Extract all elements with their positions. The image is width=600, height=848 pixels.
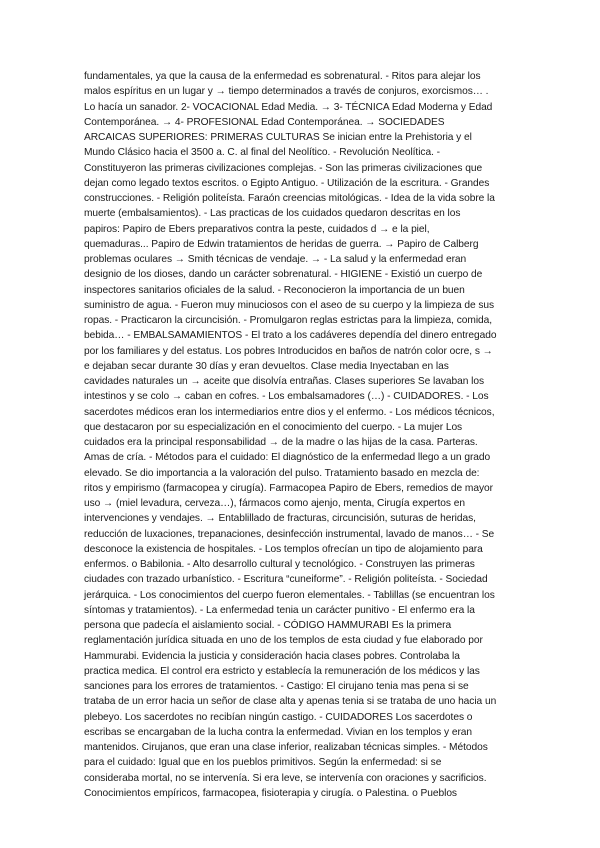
text-line: Hammurabi. Evidencia la justicia y consideración hacia clases pobres. Controlaba la [84, 650, 460, 662]
text-line: jerárquica. - Los conocimientos del cuerpo fueron elementales. - Tablillas (se encuentran los [84, 589, 495, 601]
text-line: Contemporánea. → 4- PROFESIONAL Edad Contemporánea. → SOCIEDADES [84, 116, 445, 128]
text-line: dejan como legado textos escritos. o Egipto Antiguo. - Utilización de la escritura. - Grandes [84, 177, 490, 189]
text-line: síntomas y tratamientos). - La enfermedad tenia un carácter punitivo - El enfermo era la [84, 604, 475, 616]
text-line: desconoce la existencia de hospitales. - Los templos ofrecían un tipo de alojamiento para [84, 543, 483, 555]
text-line: ropas. - Practicaron la circuncisión. - Promulgaron reglas estrictas para la limpieza, comida, [84, 315, 493, 326]
text-line: papiros: Papiro de Ebers preparativos contra la peste, cuidados d → e la piel, [84, 223, 430, 235]
text-line: malos espíritus en un lugar y → tiempo determinados a través de conjuros, exorcismos… . [84, 86, 489, 98]
body-text [84, 69, 524, 801]
text-line: intervenciones y vendajes. → Entablillado de fracturas, circuncisión, suturas de heridas, [84, 513, 476, 525]
text-line: enfermos. o Babilonia. - Alto desarrollo cultural y tecnológico. - Construyen las primeras [84, 559, 475, 570]
text-line: consideraba mortal, no se intervenía. Si era leve, se intervenía con oraciones y sacrificios. [84, 772, 487, 784]
text-line: Amas de cría. - Métodos para el cuidado: El diagnóstico de la enfermedad llego a un grado [84, 452, 491, 464]
text-line: Lo hacía un sanador. 2- VOCACIONAL Edad Media. → 3- TÉCNICA Edad Moderna y Edad [84, 101, 493, 113]
text-line: elevado. Se dio importancia a la valoración del pulso. Tratamiento basado en mezcla de: [84, 467, 480, 479]
text-line: uso → (miel levadura, cerveza…), fármacos como ajenjo, menta, Cirugía expertos en [84, 498, 465, 509]
text-line: escribas se encargaban de la lucha contra la enfermedad. Vivian en los templos y eran [84, 726, 473, 738]
text-line: para el cuidado: Igual que en los pueblos primitivos. Según la enfermedad: si se [84, 757, 442, 769]
text-line: sanciones para los errores de tratamientos. - Castigo: El cirujano tenia mas pena si se [84, 681, 469, 692]
text-line: plebeyo. Los sacerdotes no recibían ningún castigo. - CUIDADORES Los sacerdotes o [84, 711, 473, 723]
text-line: practica medica. El control era estricto y establecía la remuneración de los médicos y las [84, 665, 480, 677]
text-line: inspectores sanitarios oficiales de la salud. - Reconocieron la importancia de un buen [84, 284, 465, 296]
text-line: persona que padecía el aislamiento social. - CÓDIGO HAMMURABI Es la primera [84, 620, 452, 631]
text-line: fundamentales, ya que la causa de la enfermedad es sobrenatural. - Ritos para alejar los [84, 71, 481, 82]
text-line: Constituyeron las primeras civilizaciones complejas. - Son las primeras civilizaciones que [84, 162, 483, 174]
text-line: ritos y empirismo (farmacopea y cirugía). Farmacopea Papiro de Ebers, remedios de mayor [84, 482, 493, 494]
text-line: problemas oculares → Smith técnicas de vendaje. → - La salud y la enfermedad eran [84, 254, 467, 265]
text-line: reducción de luxaciones, trepanaciones, desinfección instrumental, lavado de manos… - Se [84, 528, 495, 540]
text-line: quemaduras... Papiro de Edwin tratamientos de heridas de guerra. → Papiro de Calberg [84, 238, 479, 250]
text-line: ARCAICAS SUPERIORES: PRIMERAS CULTURAS Se inician entre la Prehistoria y el [84, 132, 472, 143]
text-line: construcciones. - Religión politeísta. Faraón creencias mitológicas. - Idea de la vida sobre la [84, 193, 495, 204]
text-line: sacerdotes médicos eran los intermediarios entre dios y el enfermo. - Los médicos técnicos, [84, 406, 495, 418]
text-line: que destacaron por su especialización en el conocimiento del cuerpo. - La mujer Los [84, 421, 463, 433]
text-line: suministro de agua. - Fueron muy minuciosos con el aseo de su cuerpo y la limpieza de sus [84, 299, 495, 311]
text-line: designio de los dioses, dando un carácter sobrenatural. - HIGIENE - Existió un cuerpo de [84, 269, 483, 281]
text-line: trataba de un error hacia un señor de clase alta y apenas tenia si se trataba de uno hacia un [84, 696, 497, 708]
text-line: Conocimientos empíricos, farmacopea, fisioterapia y cirugía. o Palestina. o Pueblos [84, 787, 457, 799]
text-line: bebida… - EMBALSAMAMIENTOS - El trato a los cadáveres dependía del dinero entregado [84, 330, 497, 342]
text-line: e dejaban secar durante 30 días y eran devueltos. Clase media Inyectaban en las [84, 360, 449, 372]
text-line: ciudades con trazado urbanístico. - Escritura “cuneiforme”. - Religión politeísta. - Sociedad [84, 574, 488, 586]
text-line: intestinos y se colo → caban en cofres. - Los embalsamadores (…) - CUIDADORES. - Los [84, 391, 489, 403]
text-line: muerte (embalsamientos). - Las practicas de los cuidados quedaron descritas en los [84, 208, 461, 220]
text-line: por los familiares y del estatus. Los pobres Introducidos en baños de natrón color ocre, s → [84, 345, 493, 357]
text-line: Mundo Clásico hacia el 3500 a. C. al final del Neolítico. - Revolución Neolítica. - [84, 147, 440, 159]
text-line: mantenidos. Cirujanos, que eran una clase inferior, realizaban técnicas simples. - Métodos [84, 742, 488, 753]
text-line: reglamentación jurídica situada en uno de los templos de esta ciudad y fue elaborado por [84, 635, 483, 647]
text-line: cuidados era la principal responsabilidad → de la madre o las hijas de la casa. Parteras. [84, 437, 478, 448]
text-line: cavidades naturales un → aceite que disolvía entrañas. Clases superiores Se lavaban los [84, 376, 484, 387]
